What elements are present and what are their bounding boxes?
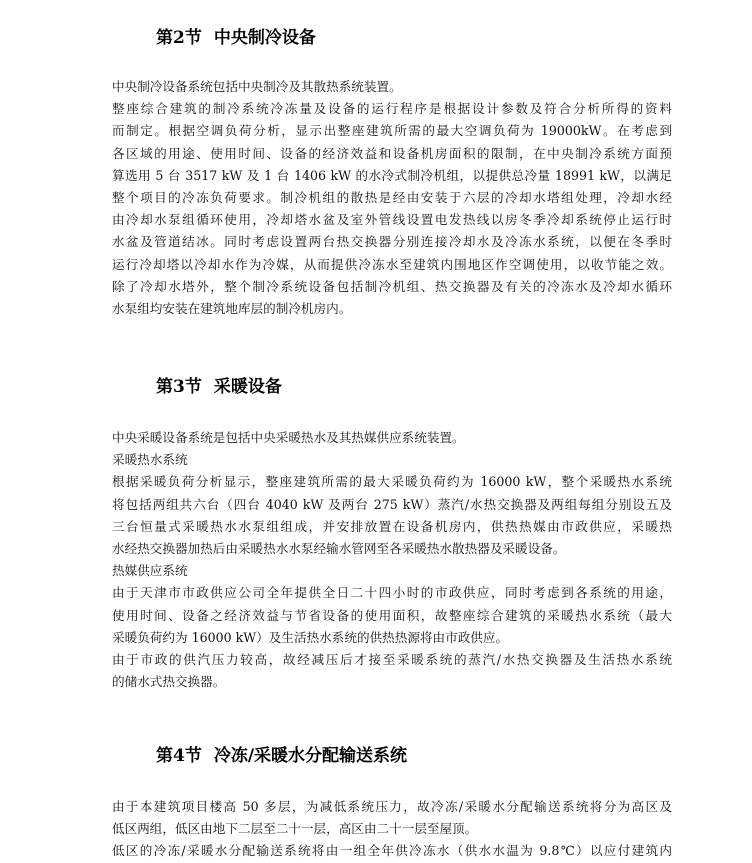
section-4-heading [156,745,407,767]
paragraph-line: 中央采暖设备系统是包括中央采暖热水及其热媒供应系统装置。 [112,430,465,445]
section-3-body [112,427,672,693]
section-2-number: 第2节 [156,28,202,48]
section-3-title: 采暖设备 [213,377,282,397]
section-4-body [112,796,672,863]
paragraph-line: 除了冷却水塔外，整个制冷系统设备包括制冷机组、热交换器及有关的冷冻水及冷却水循环 [112,278,672,294]
paragraph-line: 水盆及管道结冰。同时考虑设置两台热交换器分别连接冷却水及冷冻水系统，以便在冬季时 [112,234,672,250]
paragraph-line: 水经热交换器加热后由采暖热水水泵经输水管网至各采暖热水散热器及采暖设备。 [112,540,566,556]
subheading: 热媒供应系统 [112,563,188,579]
paragraph-line: 由冷却水泵组循环使用，冷却塔水盆及室外管线设置电发热线以房冬季冷却系统停止运行时 [112,212,672,228]
paragraph-line: 三台恒量式采暖热水水泵组组成，并安排放置在设备机房内，供热热媒由市政供应，采暖热 [112,518,672,534]
paragraph-line: 根据采暖负荷分析显示，整座建筑所需的最大采暖负荷约为 16000 kW，整个采暖热水系统 [112,474,672,490]
paragraph-line: 水泵组均安装在建筑地库层的制冷机房内。 [112,300,352,316]
paragraph-line: 算选用 5 台 3517 kW 及 1 台 1406 kW 的水冷式制冷机组，以提供总冷量 18991 kW，以满足 [112,167,672,183]
paragraph-line: 由于本建筑项目楼高 50 多层，为减低系统压力，故冷冻/采暖水分配输送系统将分为高区及 [112,799,672,814]
paragraph-line: 由于市政的供汽压力较高，故经减压后才接至采暖系统的蒸汽/水热交换器及生活热水系统 [112,651,672,667]
paragraph-line: 而制定。根据空调负荷分析，显示出整座建筑所需的最大空调负荷为 19000kW。在考虑到 [112,123,672,139]
paragraph-line: 整个项目的冷冻负荷要求。制冷机组的散热是经由安装于六层的冷却水塔组处理，冷却水经 [112,189,672,205]
paragraph-line: 运行冷却塔以冷却水作为冷媒，从而提供冷冻水至建筑内围地区作空调使用，以收节能之效。 [112,256,672,272]
paragraph-line: 由于天津市市政供应公司全年提供全日二十四小时的市政供应，同时考虑到各系统的用途， [112,585,672,601]
paragraph-line: 低区两组，低区由地下二层至二十一层，高区由二十一层至屋顶。 [112,821,478,837]
subheading: 采暖热水系统 [112,452,188,468]
paragraph-line: 低区的冷冻/采暖水分配输送系统将由一组全年供冷冻水（供水水温为 9.8℃）以应付建筑内 [112,843,672,859]
paragraph-line: 使用时间、设备之经济效益与节省设备的使用面积，故整座综合建筑的采暖热水系统（最大 [112,607,672,623]
paragraph-line: 的储水式热交换器。 [112,674,226,690]
section-3-heading [156,376,282,398]
section-2-title: 中央制冷设备 [213,28,316,48]
paragraph-line: 将包括两组共六台（四台 4040 kW 及两台 275 kW）蒸汽/水热交换器及两组每组分别设五及 [112,496,672,512]
paragraph-line: 采暖负荷约为 16000 kW）及生活热水系统的供热热源将由市政供应。 [112,629,509,645]
section-2-heading [156,27,316,49]
section-4-number: 第4节 [156,746,202,766]
paragraph-line: 各区域的用途、使用时间、设备的经济效益和设备机房面积的限制，在中央制冷系统方面预 [112,145,672,161]
section-4-title: 冷冻/采暖水分配输送系统 [213,746,408,766]
section-2-body [112,76,672,320]
paragraph-line: 整座综合建筑的制冷系统冷冻量及设备的运行程序是根据设计参数及符合分析所得的资料 [112,101,672,117]
paragraph-line: 中央制冷设备系统包括中央制冷及其散热系统装置。 [112,79,402,94]
section-3-number: 第3节 [156,377,202,397]
